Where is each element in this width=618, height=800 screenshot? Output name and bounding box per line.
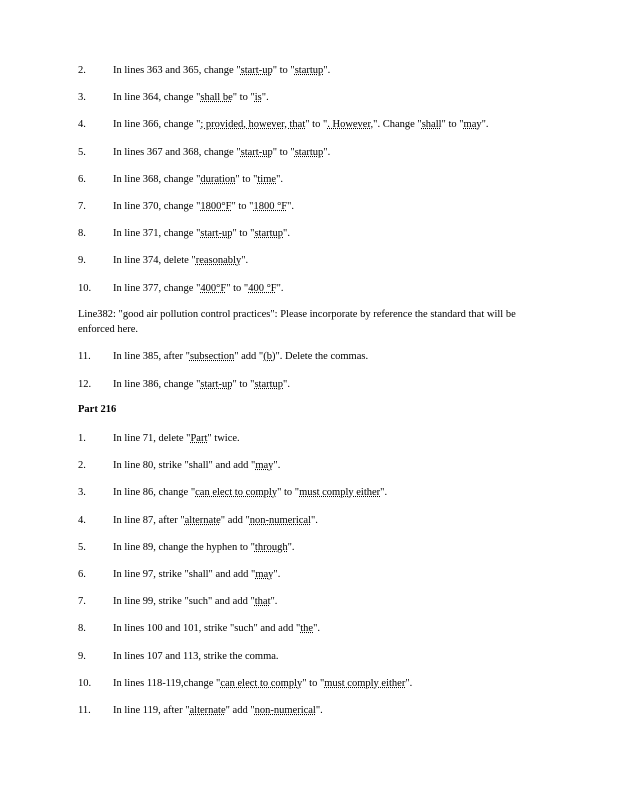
item-number: 6. [78, 569, 86, 580]
item-number: 3. [78, 487, 86, 499]
item-text [113, 146, 330, 159]
underlined-term: 1800°F [200, 201, 232, 212]
text-fragment: " to " [272, 146, 295, 158]
item-text [113, 378, 290, 391]
underlined-term: start-up [200, 378, 233, 390]
item-number: 10. [78, 677, 92, 689]
text-fragment: " to " [305, 119, 328, 131]
item-number: 11. [78, 351, 91, 362]
text-fragment: In line 99, strike "such" and add " [113, 596, 255, 608]
item-number: 10. [78, 282, 92, 294]
text-fragment: " twice. [207, 433, 240, 444]
text-fragment: In line 97, strike "shall" and add " [113, 569, 256, 580]
item-number: 1. [78, 433, 86, 444]
underlined-term: start-up [200, 228, 233, 240]
text-fragment: ". [261, 92, 269, 104]
underlined-term: non-numerical [249, 514, 311, 526]
text-fragment: " to " [272, 65, 295, 76]
underlined-term: startup [254, 228, 284, 240]
underlined-term: must comply either [324, 677, 406, 689]
text-fragment: In line 80, strike "shall" and add " [113, 460, 256, 472]
text-fragment: " add " [234, 351, 264, 362]
text-fragment: " to " [231, 201, 254, 212]
item-text [113, 568, 280, 581]
text-fragment: ". [287, 541, 295, 553]
text-fragment: " to " [235, 173, 258, 185]
item-number: 12. [78, 378, 92, 390]
underlined-term: may [255, 569, 274, 580]
item-text [113, 200, 294, 213]
text-fragment: ". Delete the commas. [275, 351, 369, 362]
item-number: 5. [78, 541, 86, 553]
text-fragment: ". [276, 173, 283, 185]
item-number: 4. [78, 119, 86, 131]
item-text [113, 432, 240, 445]
text-fragment: ". [323, 146, 331, 158]
item-number: 7. [78, 201, 86, 212]
text-fragment: In line 364, change " [113, 92, 201, 104]
underlined-term: alternate [184, 514, 221, 526]
item-text [113, 486, 387, 499]
underlined-term: may [255, 460, 274, 472]
underlined-term: duration [200, 173, 236, 185]
text-fragment: " to " [226, 282, 249, 294]
item-text [113, 650, 279, 663]
text-fragment: " add " [225, 705, 255, 716]
underlined-term: must comply either [299, 487, 381, 499]
item-number: 3. [78, 92, 86, 104]
underlined-term: non-numerical [254, 705, 316, 716]
text-fragment: " to " [302, 677, 325, 689]
text-fragment: ". [273, 460, 281, 472]
text-fragment: ". Change " [373, 119, 422, 131]
item-number: 5. [78, 146, 86, 158]
underlined-term: Part [190, 433, 208, 444]
item-text [113, 282, 284, 295]
text-fragment: In line 371, change " [113, 228, 201, 240]
underlined-term: start-up [240, 65, 273, 76]
item-text [113, 173, 283, 186]
underlined-term: (b) [263, 351, 276, 362]
item-number: 8. [78, 228, 86, 240]
text-fragment: ". [313, 623, 320, 635]
text-fragment: In line 71, delete " [113, 433, 191, 444]
item-text [113, 350, 368, 363]
underlined-term: 400 °F [248, 282, 277, 294]
text-fragment: ". [283, 228, 290, 240]
item-text [113, 704, 323, 717]
underlined-term: subsection [189, 351, 235, 362]
text-fragment: In lines 367 and 368, change " [113, 146, 241, 158]
underlined-term: reasonably [195, 255, 242, 267]
text-fragment: " add " [220, 514, 250, 526]
text-fragment: ". [287, 201, 295, 212]
note-paragraph: Line382: "good air pollution control practices": Please incorporate by reference the standard that will be enforced here. [78, 309, 516, 335]
underlined-term: through [254, 541, 288, 553]
item-text [113, 541, 295, 554]
text-fragment: In line 86, change " [113, 487, 196, 499]
underlined-term: the [300, 623, 314, 635]
underlined-term: alternate [189, 705, 226, 716]
text-fragment: In line 366, change " [113, 119, 201, 131]
item-number: 6. [78, 173, 86, 185]
text-fragment: ". [276, 282, 284, 294]
text-fragment: In line 119, after " [113, 705, 190, 716]
text-fragment: ". [323, 65, 331, 76]
underlined-term: . However, [327, 119, 374, 131]
item-text [113, 514, 318, 527]
underlined-term: may [463, 119, 482, 131]
text-fragment: ". [241, 255, 249, 267]
text-fragment: " to " [277, 487, 300, 499]
text-fragment: In line 87, after " [113, 514, 185, 526]
underlined-term: startup [294, 65, 324, 76]
item-text [113, 64, 330, 77]
item-text [113, 91, 269, 104]
text-fragment: In line 368, change " [113, 173, 201, 185]
text-fragment: ". [380, 487, 388, 499]
underlined-term: 400°F [200, 282, 227, 294]
text-fragment: In line 386, change " [113, 378, 201, 390]
text-fragment: In line 385, after " [113, 351, 190, 362]
item-number: 9. [78, 650, 86, 662]
part-heading: Part 216 [78, 404, 117, 415]
text-fragment: " to " [232, 378, 255, 390]
underlined-term: can elect to comply [220, 677, 303, 689]
text-fragment: ". [270, 596, 278, 608]
underlined-term: time [257, 173, 277, 185]
text-fragment: In lines 363 and 365, change " [113, 65, 241, 76]
underlined-term: shall be [200, 92, 233, 104]
underlined-term: startup [294, 146, 324, 158]
text-fragment: ". [315, 705, 323, 716]
text-fragment: " to " [232, 92, 255, 104]
underlined-term: shall [421, 119, 442, 131]
underlined-term: startup [254, 378, 284, 390]
item-number: 7. [78, 596, 86, 608]
text-fragment: In line 370, change " [113, 201, 201, 212]
text-fragment: In line 89, change the hyphen to " [113, 541, 255, 553]
text-fragment: In line 377, change " [113, 282, 201, 294]
item-text [113, 677, 412, 690]
text-fragment: ". [311, 514, 318, 526]
item-number: 4. [78, 514, 86, 526]
text-fragment: ". [481, 119, 489, 131]
underlined-term: start-up [240, 146, 273, 158]
item-text [113, 118, 489, 131]
underlined-term: can elect to comply [195, 487, 278, 499]
item-text [113, 622, 320, 635]
text-fragment: " to " [232, 228, 255, 240]
item-text [113, 254, 248, 267]
item-number: 2. [78, 460, 86, 472]
text-fragment: In lines 107 and 113, strike the comma. [113, 650, 279, 662]
item-text [113, 595, 277, 608]
text-fragment: In line 374, delete " [113, 255, 196, 267]
item-text [113, 227, 290, 240]
text-fragment: ". [273, 569, 281, 580]
text-fragment: ". [283, 378, 290, 390]
text-fragment: In lines 118-119,change " [113, 677, 221, 689]
text-fragment: In lines 100 and 101, strike "such" and add " [113, 623, 301, 635]
text-fragment: " to " [441, 119, 464, 131]
text-fragment: ". [405, 677, 413, 689]
underlined-term: 1800 °F [253, 201, 288, 212]
item-number: 2. [78, 65, 86, 76]
item-number: 8. [78, 623, 86, 635]
underlined-term: is [254, 92, 262, 104]
underlined-term: that [254, 596, 271, 608]
underlined-term: ; provided, however, that [200, 119, 306, 131]
item-number: 9. [78, 255, 86, 267]
item-text [113, 459, 280, 472]
item-number: 11. [78, 705, 91, 716]
